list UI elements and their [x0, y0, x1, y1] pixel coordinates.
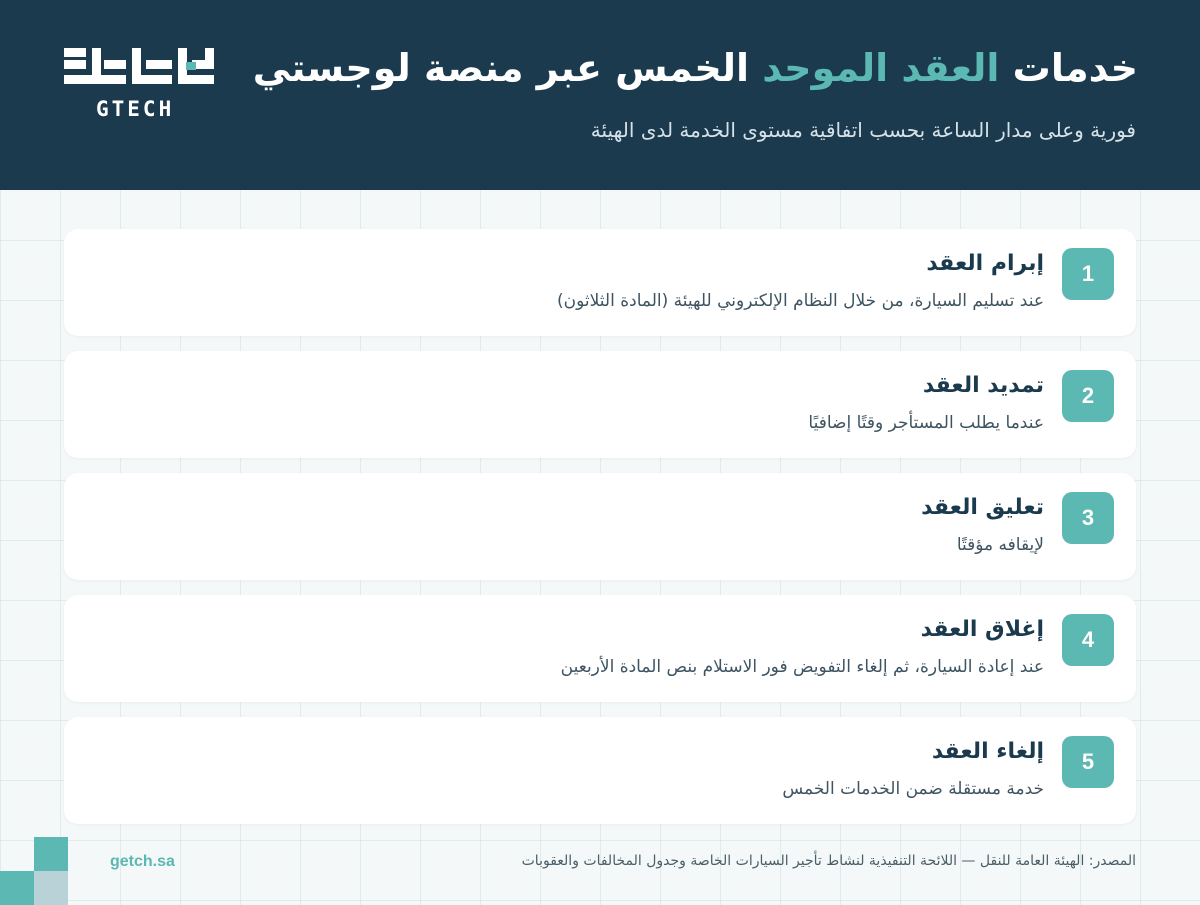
- service-description: خدمة مستقلة ضمن الخدمات الخمس: [782, 779, 1044, 799]
- service-card: [64, 351, 1136, 458]
- corner-decoration: [0, 871, 34, 905]
- service-description: لإيقافه مؤقتًا: [956, 535, 1044, 555]
- service-card: [64, 473, 1136, 580]
- header-banner: [0, 0, 1200, 190]
- page-subtitle: فورية وعلى مدار الساعة بحسب اتفاقية مستوى الخدمة لدى الهيئة: [590, 118, 1136, 142]
- service-card: [64, 229, 1136, 336]
- number-badge: 3: [1062, 492, 1114, 544]
- service-description: عند تسليم السيارة، من خلال النظام الإلكتروني للهيئة (المادة الثلاثون): [557, 291, 1044, 311]
- service-card: [64, 595, 1136, 702]
- service-description: عند إعادة السيارة، ثم إلغاء التفويض فور الاستلام بنص المادة الأربعين: [560, 657, 1044, 677]
- service-title: إلغاء العقد: [931, 739, 1044, 764]
- corner-decoration: [34, 871, 68, 905]
- title-part-1: خدمات: [999, 46, 1138, 90]
- service-title: تمديد العقد: [922, 373, 1044, 398]
- website-link[interactable]: getch.sa: [110, 853, 175, 870]
- number-badge: 5: [1062, 736, 1114, 788]
- title-accent: العقد الموحد: [762, 46, 1000, 90]
- service-title: تعليق العقد: [921, 495, 1044, 520]
- service-description: عندما يطلب المستأجر وقتًا إضافيًا: [808, 413, 1044, 433]
- services-list: [64, 229, 1136, 839]
- number-badge: 1: [1062, 248, 1114, 300]
- source-citation: المصدر: الهيئة العامة للنقل — اللائحة التنفيذية لنشاط تأجير السيارات الخاصة وجدول المخالفات والعقوبات: [521, 853, 1136, 869]
- service-title: إبرام العقد: [926, 251, 1044, 276]
- title-part-2: الخمس عبر منصة لوجستي: [252, 46, 763, 90]
- page-title: [253, 46, 1138, 90]
- number-badge: 2: [1062, 370, 1114, 422]
- number-badge: 4: [1062, 614, 1114, 666]
- logo-wordmark: GTECH: [96, 97, 175, 121]
- service-title: إغلاق العقد: [920, 617, 1044, 642]
- service-card: [64, 717, 1136, 824]
- corner-decoration: [34, 837, 68, 871]
